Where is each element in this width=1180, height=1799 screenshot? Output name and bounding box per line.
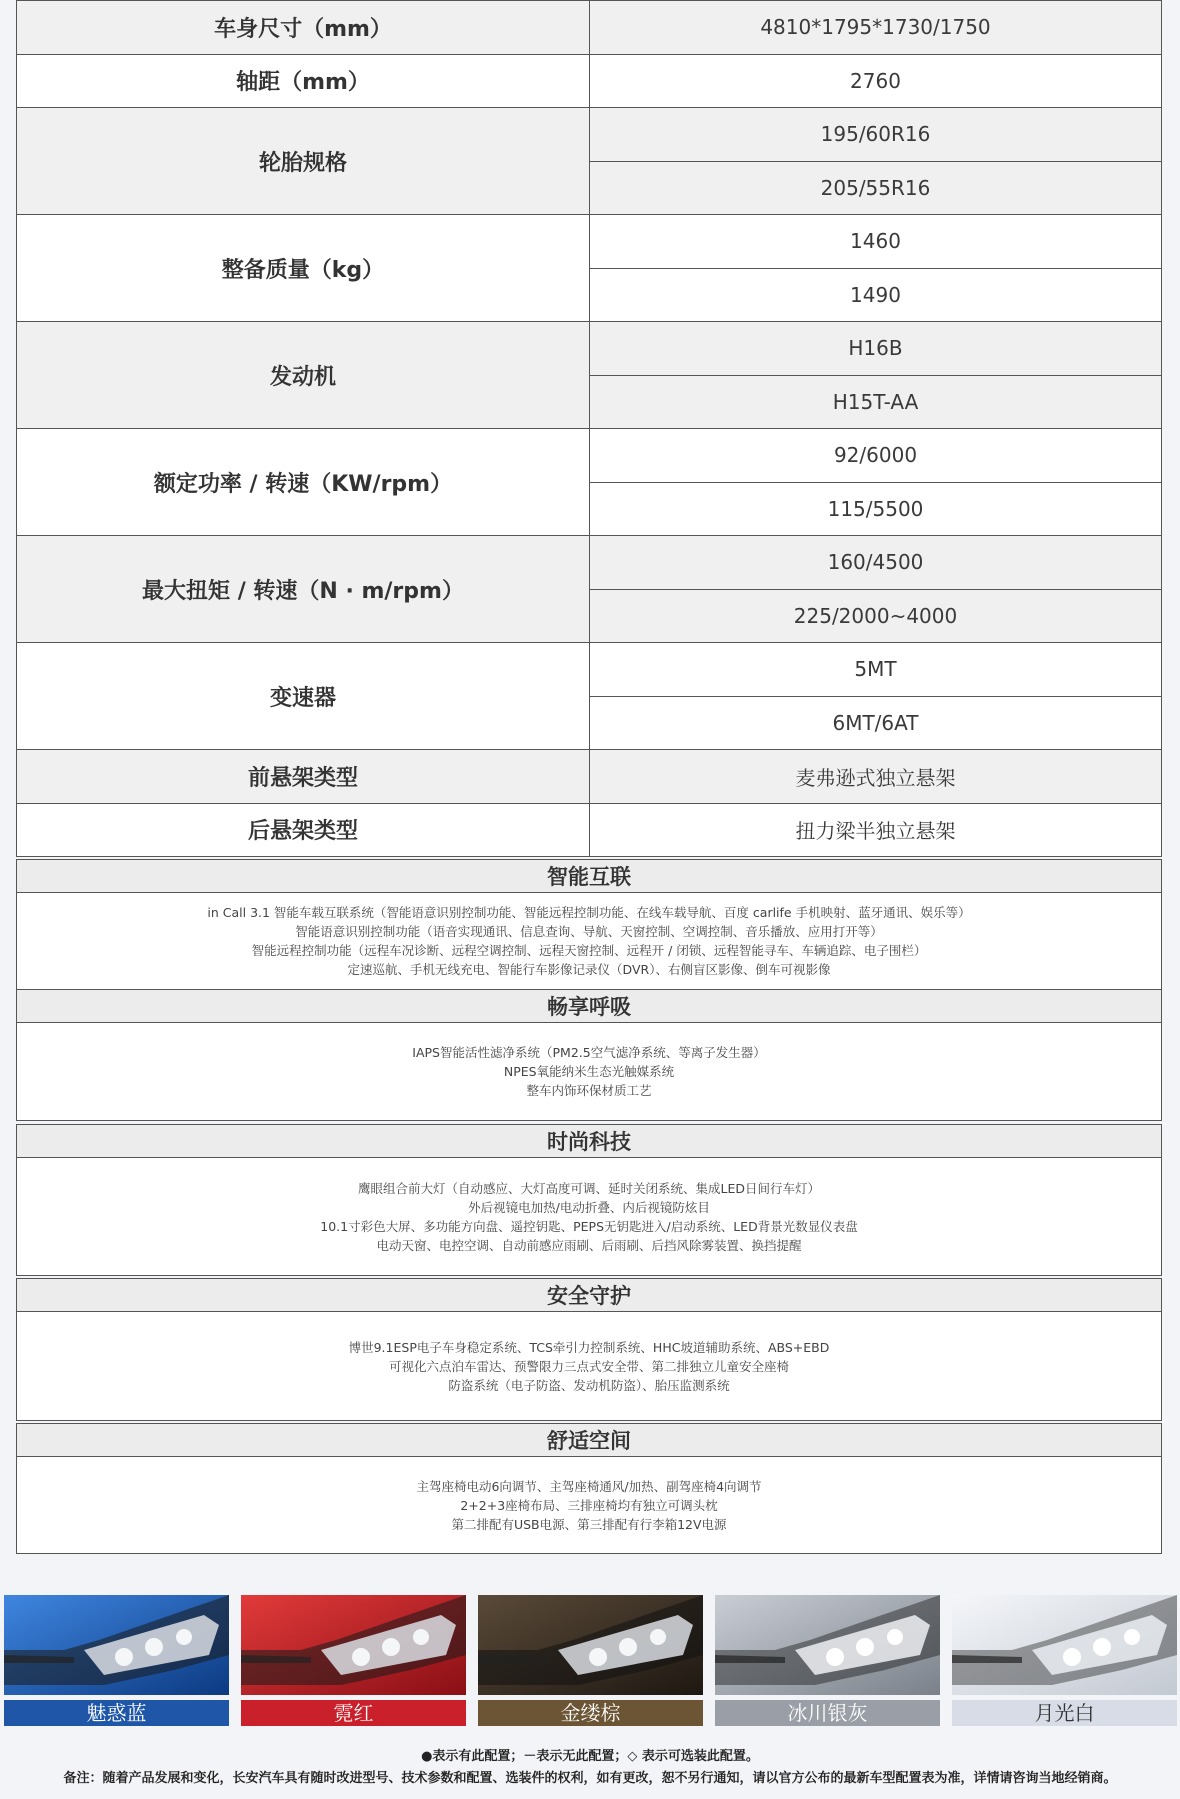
- feature-line: 博世9.1ESP电子车身稳定系统、TCS牵引力控制系统、HHC坡道辅助系统、ABS+EBD: [348, 1339, 830, 1355]
- spec-label-tire: 轮胎规格: [17, 108, 590, 215]
- color-name: 月光白: [952, 1700, 1177, 1726]
- spec-value-rear-suspension: 扭力梁半独立悬架: [590, 803, 1162, 857]
- feature-line: 第二排配有USB电源、第三排配有行李箱12V电源: [451, 1516, 727, 1532]
- section-body: [17, 893, 1162, 990]
- color-swatch-blue[interactable]: [4, 1595, 229, 1727]
- feature-line: 外后视镜电加热/电动折叠、内后视镜防炫目: [468, 1199, 710, 1215]
- feature-line: 整车内饰环保材质工艺: [526, 1083, 652, 1098]
- feature-line: 主驾座椅电动6向调节、主驾座椅通风/加热、副驾座椅4向调节: [416, 1478, 762, 1494]
- spec-label-power: 额定功率 / 转速（KW/rpm）: [17, 429, 590, 536]
- color-name: 金缕棕: [478, 1700, 703, 1726]
- section-comfort: [16, 1423, 1162, 1554]
- spec-label-front-suspension: 前悬架类型: [17, 750, 590, 804]
- feature-line: 2+2+3座椅布局、三排座椅均有独立可调头枕: [460, 1497, 718, 1513]
- spec-label-torque: 最大扭矩 / 转速（N · m/rpm）: [17, 536, 590, 643]
- headlight-image: [4, 1595, 229, 1695]
- config-legend: ●表示有此配置；－表示无此配置；◇ 表示可选装此配置。: [421, 1749, 759, 1764]
- section-body: [17, 1312, 1162, 1421]
- spec-value-wheelbase: 2760: [590, 54, 1162, 108]
- feature-line: 鹰眼组合前大灯（自动感应、大灯高度可调、延时关闭系统、集成LED日间行车灯）: [358, 1180, 820, 1196]
- section-title: 时尚科技: [17, 1125, 1162, 1158]
- spec-value-gearbox-1: 5MT: [590, 643, 1162, 697]
- spec-value-curb-weight-2: 1490: [590, 268, 1162, 322]
- spec-table: [16, 0, 1162, 857]
- feature-line: 智能远程控制功能（远程车况诊断、远程空调控制、远程天窗控制、远程开 / 闭锁、远程智能寻车、车辆追踪、电子围栏）: [251, 943, 927, 958]
- spec-label-body-size: 车身尺寸（mm）: [17, 1, 590, 55]
- section-fresh-air: [16, 989, 1162, 1121]
- disclaimer-note: 备注：随着产品发展和变化，长安汽车具有随时改进型号、技术参数和配置、选装件的权利，如有更改，恕不另行通知，请以官方公布的最新车型配置表为准，详情请咨询当地经销商。: [63, 1771, 1117, 1786]
- feature-line: 电动天窗、电控空调、自动前感应雨刷、后雨刷、后挡风除雾装置、换挡提醒: [376, 1237, 802, 1253]
- spec-label-gearbox: 变速器: [17, 643, 590, 750]
- color-name: 霓红: [241, 1700, 466, 1726]
- color-name: 魅惑蓝: [4, 1700, 229, 1726]
- spec-label-engine: 发动机: [17, 322, 590, 429]
- spec-value-engine-2: H15T-AA: [590, 375, 1162, 429]
- spec-value-gearbox-2: 6MT/6AT: [590, 696, 1162, 750]
- section-safety: [16, 1278, 1162, 1421]
- section-body: [17, 1457, 1162, 1554]
- spec-value-curb-weight-1: 1460: [590, 215, 1162, 269]
- feature-line: IAPS智能活性滤净系统（PM2.5空气滤净系统、等离子发生器）: [412, 1045, 766, 1060]
- section-fashion-tech: [16, 1124, 1162, 1276]
- spec-value-power-1: 92/6000: [590, 429, 1162, 483]
- spec-value-power-2: 115/5500: [590, 482, 1162, 536]
- spec-value-torque-1: 160/4500: [590, 536, 1162, 590]
- spec-value-tire-1: 195/60R16: [590, 108, 1162, 162]
- feature-line: NPES氧能纳米生态光触媒系统: [503, 1064, 675, 1079]
- section-body: [17, 1023, 1162, 1121]
- color-swatch-red[interactable]: [241, 1595, 466, 1727]
- headlight-image: [478, 1595, 703, 1695]
- headlight-image: [241, 1595, 466, 1695]
- color-swatch-white[interactable]: [952, 1595, 1177, 1727]
- color-swatch-silver[interactable]: [715, 1595, 940, 1727]
- spec-label-rear-suspension: 后悬架类型: [17, 803, 590, 857]
- section-smart-connect: [16, 859, 1162, 990]
- section-title: 畅享呼吸: [17, 990, 1162, 1023]
- feature-line: in Call 3.1 智能车载互联系统（智能语意识别控制功能、智能远程控制功能、在线车载导航、百度 carlife 手机映射、蓝牙通讯、娱乐等）: [207, 905, 971, 920]
- spec-value-front-suspension: 麦弗逊式独立悬架: [590, 750, 1162, 804]
- feature-line: 防盗系统（电子防盗、发动机防盗）、胎压监测系统: [448, 1377, 730, 1393]
- section-title: 智能互联: [17, 860, 1162, 893]
- color-swatch-brown[interactable]: [478, 1595, 703, 1727]
- section-body: [17, 1158, 1162, 1276]
- section-title: 舒适空间: [17, 1424, 1162, 1457]
- feature-line: 定速巡航、手机无线充电、智能行车影像记录仪（DVR）、右侧盲区影像、倒车可视影像: [347, 962, 831, 977]
- spec-value-body-size: 4810*1795*1730/1750: [590, 1, 1162, 55]
- feature-line: 10.1寸彩色大屏、多功能方向盘、遥控钥匙、PEPS无钥匙进入/启动系统、LED背景光数显仪表盘: [320, 1218, 858, 1234]
- headlight-image: [715, 1595, 940, 1695]
- color-name: 冰川银灰: [715, 1700, 940, 1726]
- feature-line: 可视化六点泊车雷达、预警限力三点式安全带、第二排独立儿童安全座椅: [388, 1358, 789, 1374]
- spec-value-torque-2: 225/2000~4000: [590, 589, 1162, 643]
- spec-value-tire-2: 205/55R16: [590, 161, 1162, 215]
- spec-label-wheelbase: 轴距（mm）: [17, 54, 590, 108]
- section-title: 安全守护: [17, 1279, 1162, 1312]
- headlight-image: [952, 1595, 1177, 1695]
- feature-line: 智能语意识别控制功能（语音实现通讯、信息查询、导航、天窗控制、空调控制、音乐播放、应用打开等）: [295, 924, 883, 939]
- spec-label-curb-weight: 整备质量（kg）: [17, 215, 590, 322]
- spec-value-engine-1: H16B: [590, 322, 1162, 376]
